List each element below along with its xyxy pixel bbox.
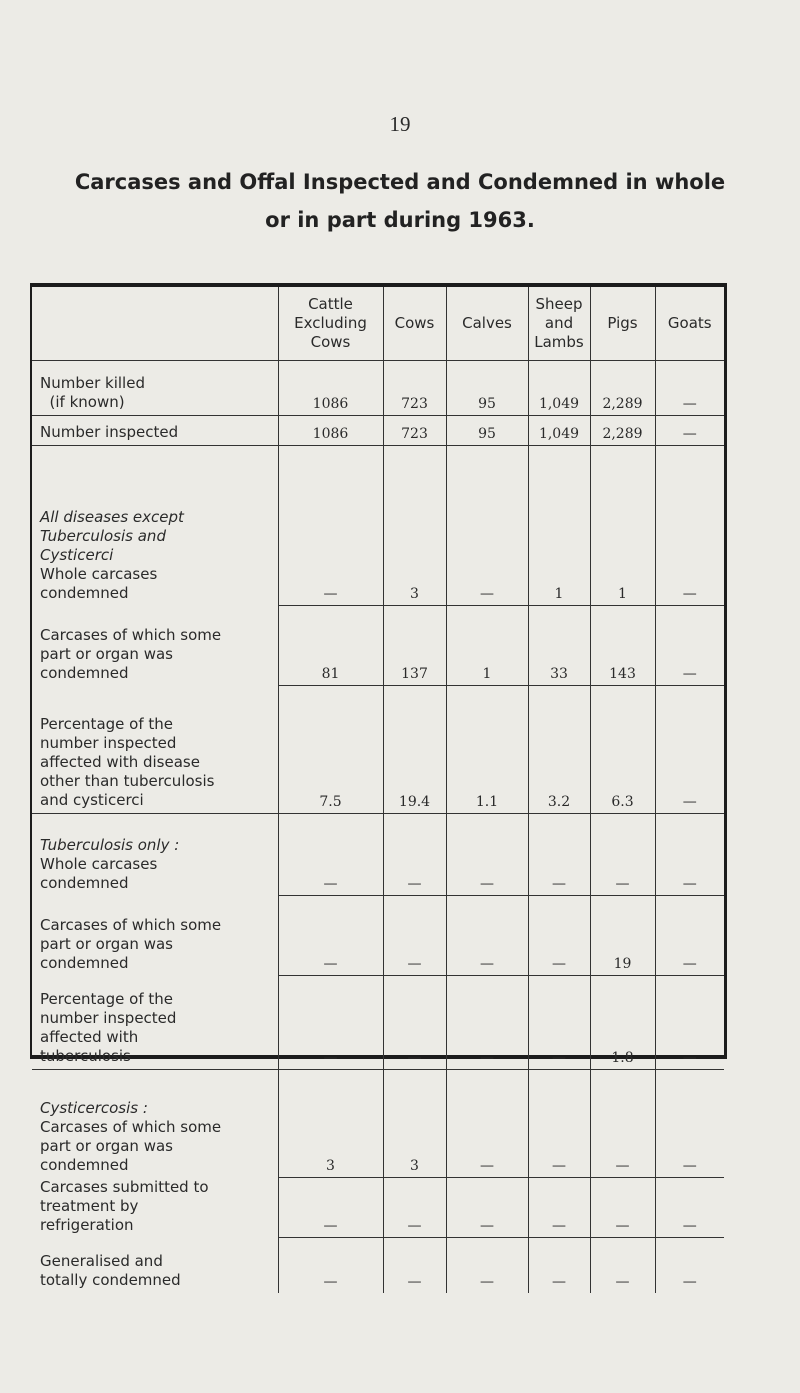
table-cell: — xyxy=(383,814,446,896)
row-label xyxy=(32,1238,278,1293)
row-label xyxy=(32,1178,278,1238)
row-section-heading: Tuberculosis only : xyxy=(40,835,180,854)
table-cell: 33 xyxy=(528,606,590,686)
table-cell: — xyxy=(446,976,528,1070)
table-cell: 1 xyxy=(528,446,590,606)
row-label xyxy=(32,416,278,446)
column-header: Cows xyxy=(383,287,446,361)
table-cell: 19.4 xyxy=(383,686,446,814)
column-header: Goats xyxy=(655,287,724,361)
table-cell: 1,049 xyxy=(528,416,590,446)
row-label-text: Number inspected xyxy=(40,423,179,441)
table-cell: 723 xyxy=(383,416,446,446)
table-cell: — xyxy=(446,1238,528,1293)
row-label xyxy=(32,976,278,1070)
column-header: Pigs xyxy=(590,287,655,361)
table-row xyxy=(32,446,724,606)
row-label-text: Carcases of which some part or organ was condemned xyxy=(40,625,222,682)
table-cell: 19 xyxy=(590,896,655,976)
table-cell: 6.3 xyxy=(590,686,655,814)
row-section-heading: Cysticercosis : xyxy=(40,1098,148,1117)
table-cell: 81 xyxy=(278,606,383,686)
table-cell: 3 xyxy=(383,1070,446,1178)
table-cell: 1,049 xyxy=(528,361,590,416)
table-cell: — xyxy=(528,1178,590,1238)
row-label-text: Generalised and totally condemned xyxy=(40,1251,181,1289)
table-row xyxy=(32,606,724,686)
table-cell: 3 xyxy=(278,1070,383,1178)
table-cell: — xyxy=(590,1178,655,1238)
table-cell: — xyxy=(590,1070,655,1178)
table-cell: 1086 xyxy=(278,361,383,416)
table-row xyxy=(32,416,724,446)
table-row xyxy=(32,1238,724,1293)
table-cell: — xyxy=(655,606,724,686)
title-line-2: or in part during 1963. xyxy=(265,208,535,232)
table-cell: — xyxy=(655,1178,724,1238)
table-cell: — xyxy=(655,416,724,446)
table-cell: — xyxy=(383,896,446,976)
table-cell: — xyxy=(446,896,528,976)
header-blank xyxy=(32,287,278,361)
table-cell: 723 xyxy=(383,361,446,416)
table-cell: 1 xyxy=(590,446,655,606)
table-cell: — xyxy=(655,686,724,814)
row-label-text: Carcases submitted to treatment by refrigeration xyxy=(40,1177,209,1234)
table-cell: 7.5 xyxy=(278,686,383,814)
table-cell: 3 xyxy=(383,446,446,606)
table-cell: — xyxy=(278,814,383,896)
table-cell: 1086 xyxy=(278,416,383,446)
table-cell: 3.2 xyxy=(528,686,590,814)
table-cell: 2,289 xyxy=(590,361,655,416)
table-header-row xyxy=(32,287,724,361)
table-cell: — xyxy=(383,1178,446,1238)
table-cell: — xyxy=(655,814,724,896)
table-cell: — xyxy=(278,896,383,976)
table-cell: — xyxy=(655,1070,724,1178)
table-cell: 137 xyxy=(383,606,446,686)
column-header: Calves xyxy=(446,287,528,361)
row-label-text: Percentage of the number inspected affected with tuberculosis xyxy=(40,990,177,1065)
table-cell: — xyxy=(655,976,724,1070)
table-cell: — xyxy=(528,1238,590,1293)
table-cell: — xyxy=(278,446,383,606)
row-label-text: Carcases of which some part or organ was condemned xyxy=(40,915,222,972)
table-cell: — xyxy=(446,1070,528,1178)
row-label-text: Whole carcases condemned xyxy=(40,854,158,892)
row-label-text: Number killed (if known) xyxy=(40,374,145,411)
table-cell: 143 xyxy=(590,606,655,686)
table-cell: — xyxy=(528,814,590,896)
title-line-1: Carcases and Offal Inspected and Condemned in whole xyxy=(74,170,726,194)
table-cell: 1 xyxy=(446,606,528,686)
row-label xyxy=(32,896,278,976)
table-cell: — xyxy=(383,1238,446,1293)
table-cell: 1.1 xyxy=(446,686,528,814)
row-label-text: Carcases of which some part or organ was condemned xyxy=(40,1117,222,1174)
row-label xyxy=(32,361,278,416)
table-cell: — xyxy=(446,446,528,606)
table-cell: — xyxy=(528,976,590,1070)
row-label-text: Percentage of the number inspected affected with disease other than tuberculosis and cysticerci xyxy=(40,715,215,809)
row-label-text: Whole carcases condemned xyxy=(40,564,158,602)
table-cell: — xyxy=(383,976,446,1070)
table-cell: — xyxy=(590,1238,655,1293)
table-cell: — xyxy=(528,1070,590,1178)
table-cell: 2,289 xyxy=(590,416,655,446)
row-section-heading: All diseases except Tuberculosis and Cysticerci xyxy=(40,507,184,564)
table-cell: 95 xyxy=(446,416,528,446)
table-row xyxy=(32,361,724,416)
table-cell: — xyxy=(590,814,655,896)
row-label xyxy=(32,446,278,606)
table-cell: — xyxy=(655,896,724,976)
table-cell: — xyxy=(278,1178,383,1238)
table-cell: — xyxy=(655,446,724,606)
table-cell: 95 xyxy=(446,361,528,416)
table-cell: — xyxy=(655,1238,724,1293)
row-label xyxy=(32,1070,278,1178)
table-row xyxy=(32,1178,724,1238)
table-cell: — xyxy=(528,896,590,976)
table-cell: 1.8 xyxy=(590,976,655,1070)
inspection-table xyxy=(30,283,727,1290)
table-row xyxy=(32,1070,724,1178)
table-cell: — xyxy=(278,976,383,1070)
table-row xyxy=(32,896,724,976)
row-label xyxy=(32,814,278,896)
table-row xyxy=(32,686,724,814)
table-cell: — xyxy=(446,814,528,896)
page-number: 19 xyxy=(389,112,411,136)
table-cell: — xyxy=(278,1238,383,1293)
table-row xyxy=(32,976,724,1070)
table-cell: — xyxy=(446,1178,528,1238)
row-label xyxy=(32,606,278,686)
column-header: Cattle Excluding Cows xyxy=(278,287,383,361)
column-header: Sheep and Lambs xyxy=(528,287,590,361)
table-cell: — xyxy=(655,361,724,416)
row-label xyxy=(32,686,278,814)
table-row xyxy=(32,814,724,896)
